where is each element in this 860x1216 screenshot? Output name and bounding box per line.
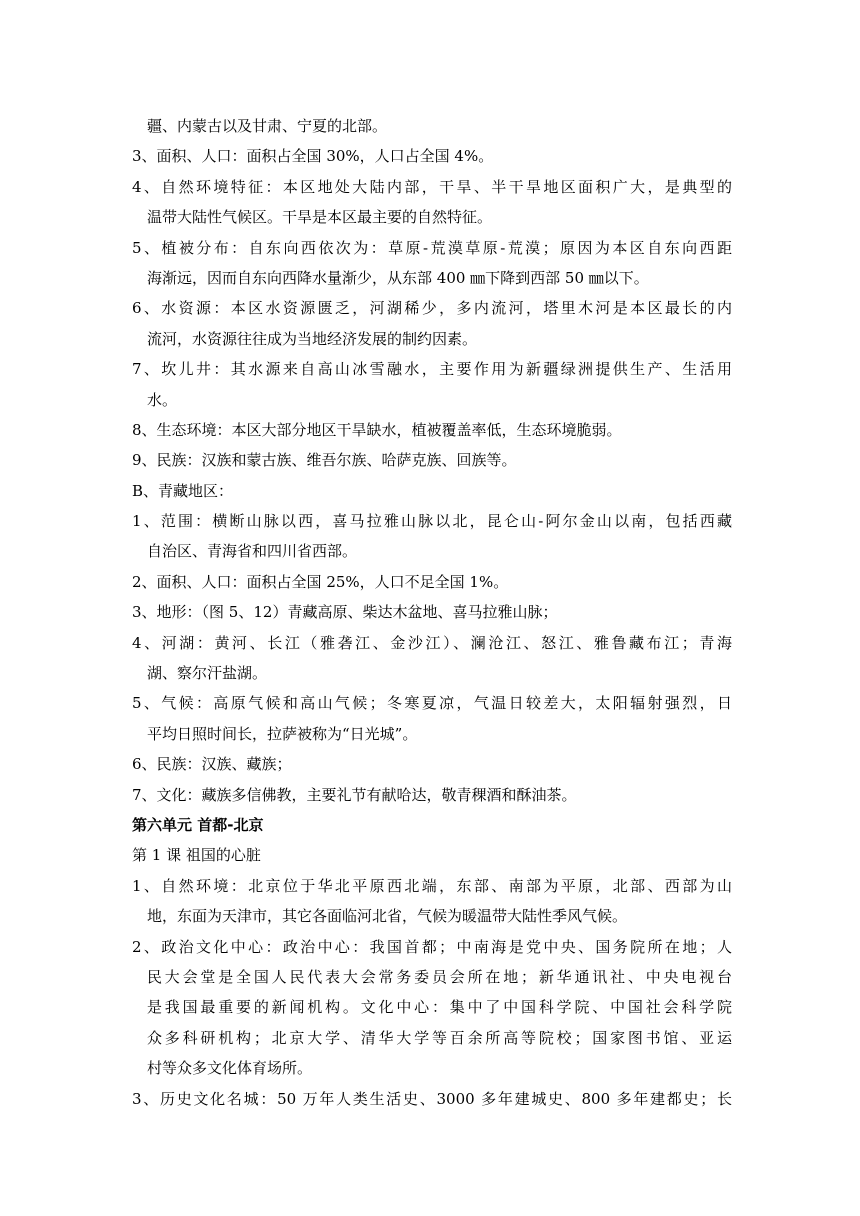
text-line: 流河，水资源往往成为当地经济发展的制约因素。 bbox=[147, 329, 478, 348]
text-line: 第 1 课 祖国的心脏 bbox=[132, 846, 261, 865]
text-line: 众多科研机构；北京大学、清华大学等百余所高等院校；国家图书馆、亚运 bbox=[147, 1028, 732, 1047]
text-line: 6、民族：汉族、藏族； bbox=[132, 755, 292, 774]
text-line: 3、面积、人口：面积占全国 30%，人口占全国 4%。 bbox=[132, 147, 494, 166]
text-line: 3、历史文化名城：50 万年人类生活史、3000 多年建城史、800 多年建都史；长 bbox=[132, 1089, 732, 1108]
text-line: 4、自然环境特征：本区地处大陆内部，干旱、半干旱地区面积广大，是典型的 bbox=[132, 177, 732, 196]
text-line: 地，东面为天津市，其它各面临河北省，气候为暖温带大陆性季风气候。 bbox=[147, 907, 628, 926]
text-line: 民大会堂是全国人民代表大会常务委员会所在地；新华通讯社、中央电视台 bbox=[147, 967, 732, 986]
text-line: 村等众多文化体育场所。 bbox=[147, 1059, 313, 1078]
text-line: 平均日照时间长，拉萨被称为“日光城”。 bbox=[147, 724, 418, 743]
text-line: 1、范围：横断山脉以西，喜马拉雅山脉以北，昆仑山-阿尔金山以南，包括西藏 bbox=[132, 512, 732, 531]
text-line: 8、生态环境：本区大部分地区干旱缺水，植被覆盖率低，生态环境脆弱。 bbox=[132, 420, 622, 439]
text-line: 9、民族：汉族和蒙古族、维吾尔族、哈萨克族、回族等。 bbox=[132, 451, 517, 470]
text-line: B、青藏地区： bbox=[132, 481, 234, 500]
text-line: 海渐远，因而自东向西降水量渐少，从东部 400 ㎜下降到西部 50 ㎜以下。 bbox=[147, 268, 649, 287]
text-line: 6、水资源：本区水资源匮乏，河湖稀少，多内流河，塔里木河是本区最长的内 bbox=[132, 299, 732, 318]
text-line: 2、政治文化中心：政治中心：我国首都；中南海是党中央、国务院所在地；人 bbox=[132, 937, 732, 956]
text-line: 3、地形：（图 5、12）青藏高原、柴达木盆地、喜马拉雅山脉； bbox=[132, 603, 558, 622]
text-line: 2、面积、人口：面积占全国 25%，人口不足全国 1%。 bbox=[132, 572, 509, 591]
text-line: 4、河湖：黄河、长江（雅砻江、金沙江）、澜沧江、怒江、雅鲁藏布江；青海 bbox=[132, 633, 732, 652]
text-line: 湖、察尔汗盐湖。 bbox=[147, 664, 268, 683]
section-heading: 第六单元 首都-北京 bbox=[132, 815, 264, 834]
text-line: 1、自然环境：北京位于华北平原西北端，东部、南部为平原，北部、西部为山 bbox=[132, 876, 732, 895]
text-line: 水。 bbox=[147, 390, 178, 409]
document-body bbox=[132, 111, 732, 1114]
text-line: 7、文化：藏族多信佛教，主要礼节有献哈达，敬青稞酒和酥油茶。 bbox=[132, 785, 577, 804]
text-line: 疆、内蒙古以及甘肃、宁夏的北部。 bbox=[147, 117, 388, 135]
text-line: 5、植被分布：自东向西依次为：草原-荒漠草原-荒漠；原因为本区自东向西距 bbox=[132, 238, 732, 257]
text-line: 温带大陆性气候区。干旱是本区最主要的自然特征。 bbox=[147, 208, 493, 227]
text-line: 自治区、青海省和四川省西部。 bbox=[147, 542, 358, 561]
text-line: 5、气候：高原气候和高山气候；冬寒夏凉，气温日较差大，太阳辐射强烈，日 bbox=[132, 694, 732, 713]
text-line: 7、坎儿井：其水源来自高山冰雪融水，主要作用为新疆绿洲提供生产、生活用 bbox=[132, 360, 732, 379]
text-line: 是我国最重要的新闻机构。文化中心：集中了中国科学院、中国社会科学院 bbox=[147, 998, 732, 1017]
